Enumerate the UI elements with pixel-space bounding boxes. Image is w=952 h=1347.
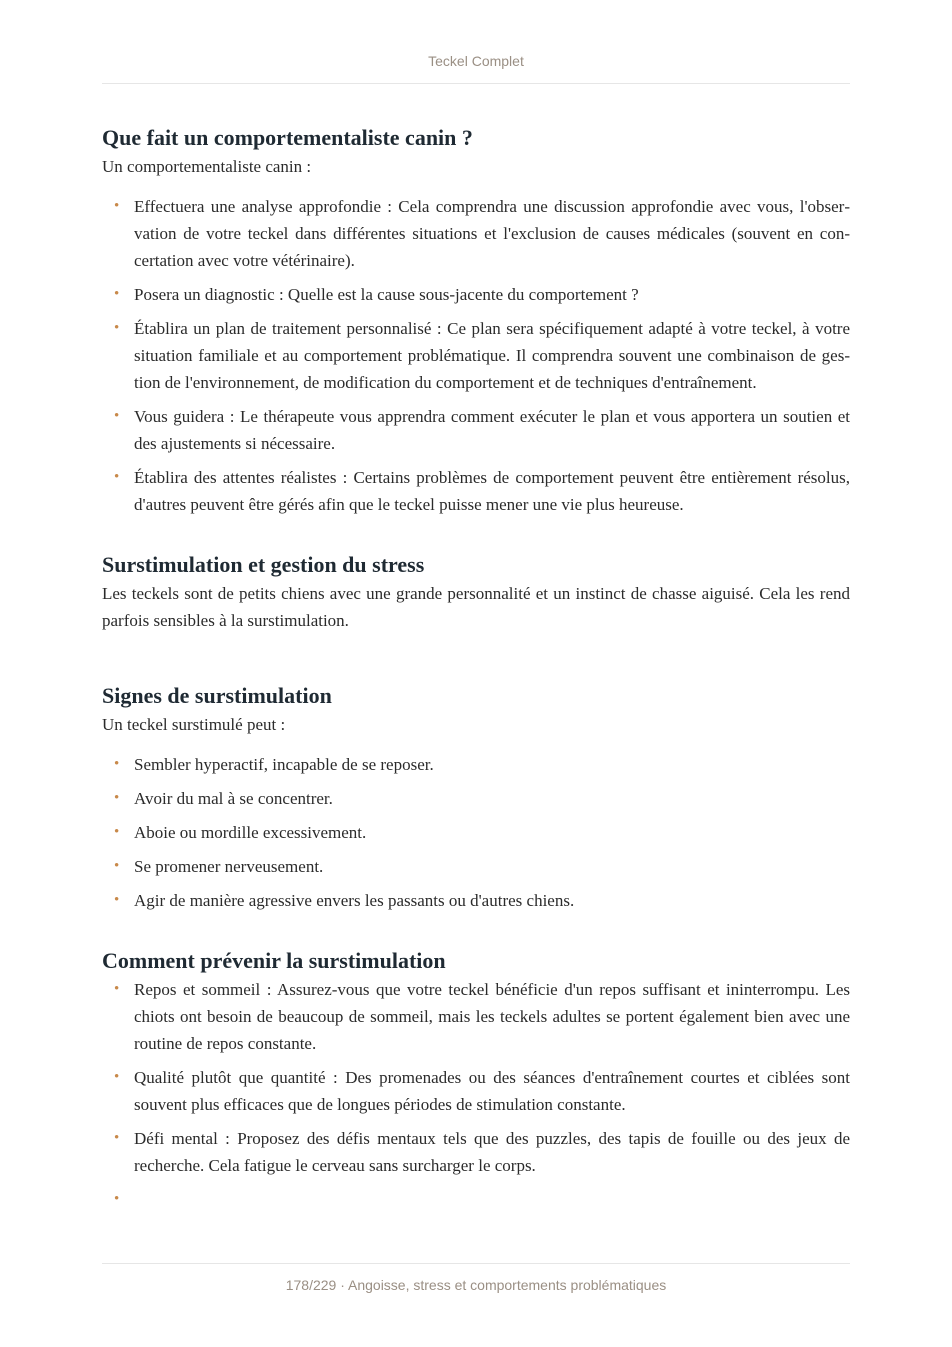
bullet-icon: •: [114, 198, 120, 214]
signs-list: [102, 751, 850, 914]
section-heading: Surstimulation et gestion du stress: [102, 552, 425, 577]
page-content: [102, 120, 850, 1213]
list-item: • Posera un diagnostic : Quelle est la cause sous-jacente du comportement ?: [102, 281, 850, 308]
prevention-list: [102, 976, 850, 1213]
section-heading: Signes de surstimulation: [102, 683, 332, 708]
list-item: • Établira un plan de traitement personnalisé : Ce plan sera spécifiquement adapté à votre teckel, à votre situation familiale et au comportement problématique. Il comprendra souvent une combinaison de gestion de l'environnement, de modification du comportement et de techniques d'entraînement.: [102, 315, 850, 396]
bullet-icon: •: [114, 408, 120, 424]
bullet-icon: •: [114, 1130, 120, 1146]
list-item: • Défi mental : Proposez des défis mentaux tels que des puzzles, des tapis de fouille ou des jeux de recherche. Cela fatigue le cerveau sans surcharger le corps.: [102, 1125, 850, 1179]
bullet-icon: •: [114, 858, 120, 874]
behaviorist-list: [102, 193, 850, 518]
page-header: [102, 0, 850, 84]
bullet-icon: •: [114, 981, 120, 997]
list-item: • Agir de manière agressive envers les passants ou d'autres chiens.: [102, 887, 850, 914]
list-item: • Repos et sommeil : Assurez-vous que votre teckel bénéficie d'un repos suffisant et ininterrompu. Les chiots ont besoin de beaucoup de sommeil, mais les teckels adultes se portent également bien avec une routine de repos constante.: [102, 976, 850, 1057]
list-item: • Sembler hyperactif, incapable de se reposer.: [102, 751, 850, 778]
list-item: • Vous guidera : Le thérapeute vous apprendra comment exécuter le plan et vous apportera un soutien et des ajustements si nécessaire.: [102, 403, 850, 457]
list-item: • Effectuera une analyse approfondie : Cela comprendra une discussion approfondie avec vous, l'observation de votre teckel dans différentes situations et l'exclusion de causes médicales (souvent en concertation avec votre vétérinaire).: [102, 193, 850, 274]
list-item: • Aboie ou mordille excessivement.: [102, 819, 850, 846]
bullet-icon: •: [114, 1191, 120, 1207]
bullet-icon: •: [114, 892, 120, 908]
list-item: • Établira des attentes réalistes : Certains problèmes de comportement peuvent être entièrement résolus, d'autres peuvent être gérés afin que le teckel puisse mener une vie plus heureuse.: [102, 464, 850, 518]
page-footer: [102, 1263, 850, 1293]
bullet-icon: •: [114, 469, 120, 485]
bullet-icon: •: [114, 320, 120, 336]
section-signs: [102, 678, 850, 914]
list-item: • Avoir du mal à se concentrer.: [102, 785, 850, 812]
section-heading: Comment prévenir la surstimulation: [102, 948, 446, 973]
bullet-icon: •: [114, 286, 120, 302]
bullet-icon: •: [114, 824, 120, 840]
section-intro: Un comportementaliste canin :: [102, 157, 312, 176]
list-item: • Se promener nerveusement.: [102, 853, 850, 880]
section-paragraph: Les teckels sont de petits chiens avec une grande personnalité et un instinct de chasse aiguisé. Cela les rend parfois sensibles à la surstimulation.: [102, 584, 850, 630]
bullet-icon: •: [114, 1069, 120, 1085]
section-intro: Un teckel surstimulé peut :: [102, 715, 286, 734]
bullet-icon: •: [114, 790, 120, 806]
section-prevention: [102, 943, 850, 1213]
section-heading: Que fait un comportementaliste canin ?: [102, 125, 473, 150]
footer-text: 178/229 · Angoisse, stress et comportements problématiques: [285, 1277, 667, 1293]
section-behaviorist: [102, 120, 850, 518]
list-item: [102, 1186, 850, 1213]
list-item: • Qualité plutôt que quantité : Des promenades ou des séances d'entraînement courtes et ciblées sont souvent plus efficaces que de longues périodes de stimulation constante.: [102, 1064, 850, 1118]
bullet-icon: •: [114, 756, 120, 772]
section-overstimulation: [102, 547, 850, 634]
header-title: Teckel Complet: [428, 53, 524, 69]
